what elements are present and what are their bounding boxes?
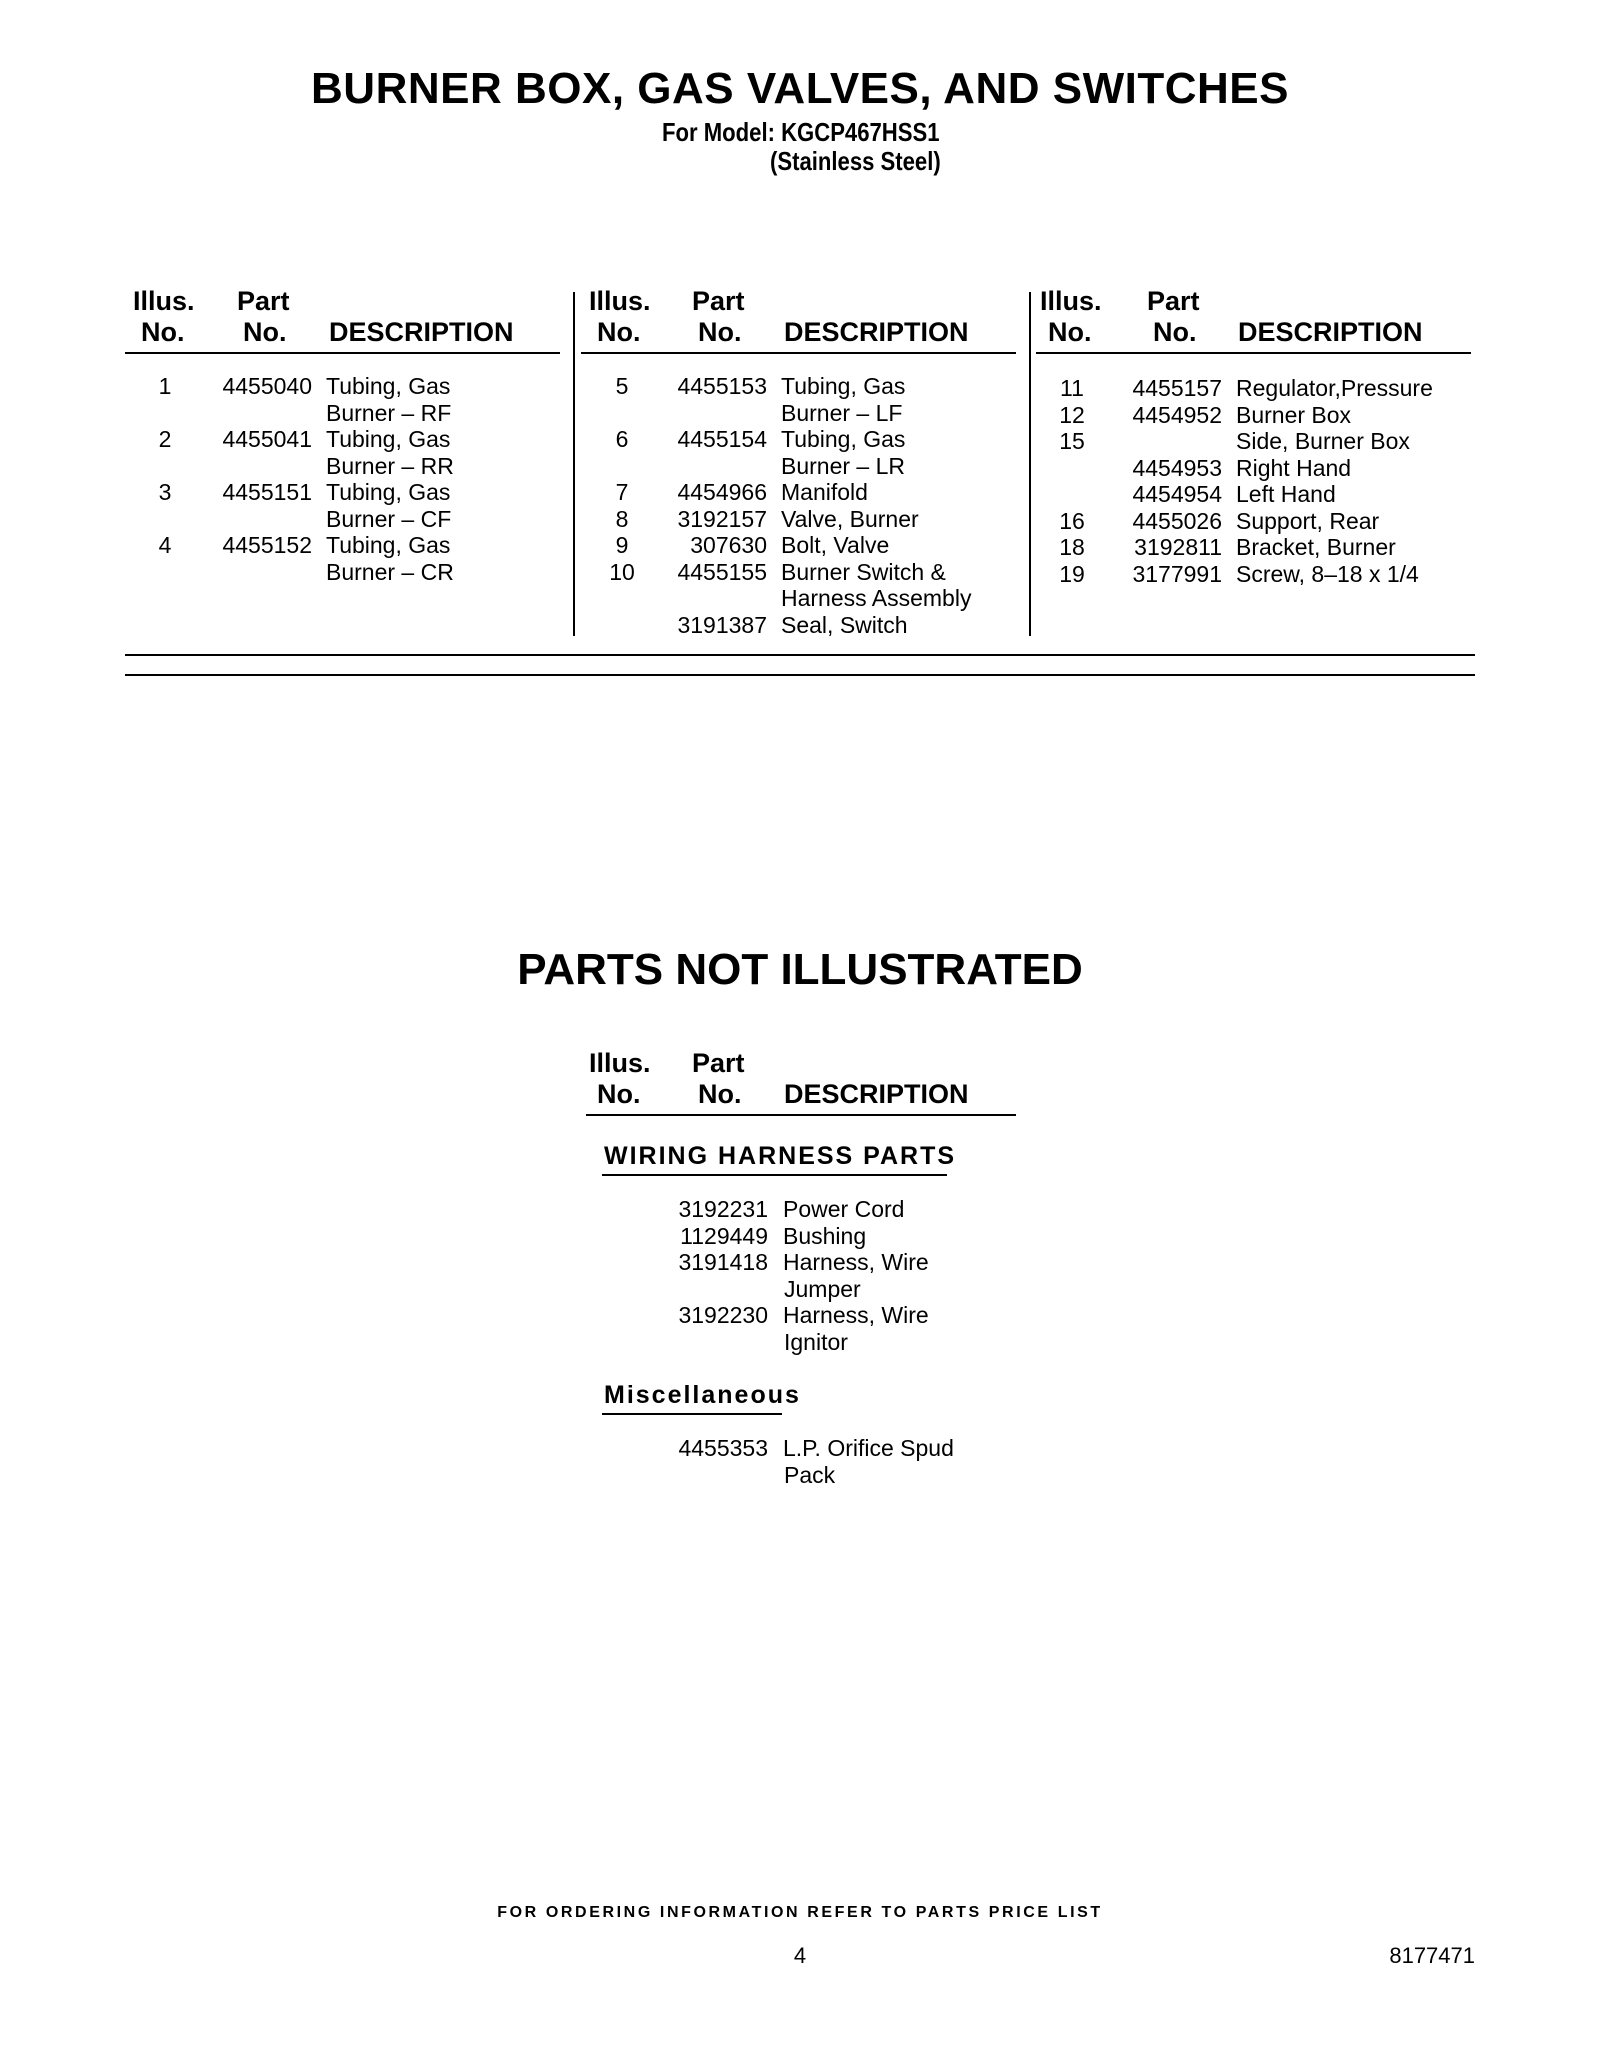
- illus-number: 1: [158, 373, 172, 399]
- column-header-part: Part: [692, 286, 745, 316]
- part-description: L.P. Orifice Spud: [783, 1435, 954, 1461]
- part-number: 1129449: [680, 1222, 768, 1249]
- part-description: Burner – CR: [326, 558, 454, 585]
- part-number: 4455152: [222, 532, 312, 558]
- ordering-note: FOR ORDERING INFORMATION REFER TO PARTS PRICE LIST: [497, 1904, 1103, 1921]
- illus-number: 7: [615, 479, 629, 505]
- column-header-description: DESCRIPTION: [1238, 317, 1423, 347]
- illus-number: 4: [158, 532, 172, 558]
- part-description: Burner Switch &: [781, 558, 946, 585]
- column-divider: [573, 292, 575, 636]
- part-description: Manifold: [781, 479, 868, 505]
- column-header-rule: [586, 1114, 1016, 1116]
- part-number: 4455155: [677, 558, 767, 585]
- illus-number: 8: [615, 505, 629, 532]
- column-header-illus: No.: [141, 317, 185, 347]
- part-number: 3191418: [678, 1249, 768, 1275]
- column-header-part: Part: [692, 1048, 745, 1078]
- part-description: Burner – RF: [326, 399, 452, 426]
- part-description: Valve, Burner: [781, 505, 919, 532]
- illus-number: 10: [609, 558, 635, 585]
- part-description: Pack: [784, 1461, 836, 1488]
- model-subtitle: For Model: KGCP467HSS1: [662, 117, 940, 147]
- part-number: 4454954: [1132, 481, 1222, 507]
- column-header-description: DESCRIPTION: [784, 1079, 969, 1109]
- column-header-illus: Illus.: [589, 286, 651, 316]
- illus-number: 2: [158, 426, 172, 452]
- column-header-part: No.: [1153, 317, 1197, 347]
- column-header-part: No.: [698, 1079, 742, 1109]
- part-number: 3192230: [678, 1302, 768, 1328]
- column-header-rule: [581, 352, 1016, 354]
- column-header-illus: No.: [597, 317, 641, 347]
- column-header-illus: No.: [1048, 317, 1092, 347]
- column-header-part: Part: [237, 286, 290, 316]
- illus-number: 15: [1059, 428, 1085, 454]
- part-number: 307630: [690, 532, 767, 558]
- column-header-rule: [1036, 352, 1471, 354]
- column-header-description: DESCRIPTION: [329, 317, 514, 347]
- part-description: Power Cord: [783, 1196, 905, 1222]
- part-description: Regulator,Pressure: [1236, 375, 1433, 401]
- illus-number: 11: [1060, 375, 1084, 401]
- part-description: Ignitor: [784, 1328, 848, 1355]
- column-header-illus: No.: [597, 1079, 641, 1109]
- part-number: 4455353: [678, 1435, 768, 1461]
- part-number: 4455154: [677, 426, 767, 452]
- part-description: Support, Rear: [1236, 507, 1380, 534]
- part-number: 4455157: [1132, 375, 1222, 401]
- column-header-illus: Illus.: [133, 286, 195, 316]
- part-description: Side, Burner Box: [1236, 428, 1410, 454]
- illus-number: 5: [615, 373, 629, 399]
- group-heading: WIRING HARNESS PARTS: [604, 1142, 957, 1170]
- illus-number: 19: [1059, 560, 1085, 587]
- group-heading-rule: [602, 1174, 947, 1176]
- part-description: Burner – LR: [781, 452, 906, 479]
- part-description: Burner – LF: [781, 399, 903, 426]
- part-description: Tubing, Gas: [326, 532, 451, 558]
- column-header-rule: [125, 352, 560, 354]
- column-header-description: DESCRIPTION: [784, 317, 969, 347]
- part-number: 4455151: [222, 479, 312, 505]
- column-header-part: No.: [243, 317, 287, 347]
- part-number: 4455153: [677, 373, 767, 399]
- column-header-illus: Illus.: [1040, 286, 1102, 316]
- group-heading-rule: [602, 1413, 782, 1415]
- illus-number: 6: [615, 426, 629, 452]
- part-description: Seal, Switch: [781, 611, 908, 638]
- part-description: Burner – RR: [326, 452, 454, 479]
- illus-number: 9: [615, 532, 629, 558]
- table-bottom-rule: [125, 674, 1475, 676]
- group-heading: Miscellaneous: [604, 1381, 801, 1409]
- document-number: 8177471: [1389, 1943, 1475, 1968]
- part-number: 4455040: [222, 373, 312, 399]
- column-header-illus: Illus.: [589, 1048, 651, 1078]
- part-description: Burner – CF: [326, 505, 452, 532]
- part-number: 4455041: [222, 426, 312, 452]
- column-header-part: Part: [1147, 286, 1200, 316]
- part-number: 4454966: [677, 479, 767, 505]
- illus-number: 3: [158, 479, 172, 505]
- part-description: Tubing, Gas: [781, 426, 906, 452]
- part-description: Screw, 8–18 x 1/4: [1236, 560, 1419, 587]
- part-description: Bracket, Burner: [1236, 534, 1396, 560]
- part-description: Tubing, Gas: [326, 373, 451, 399]
- part-description: Right Hand: [1236, 454, 1352, 481]
- illus-number: 12: [1059, 401, 1085, 428]
- illus-number: 16: [1059, 507, 1085, 534]
- part-description: Tubing, Gas: [326, 426, 451, 452]
- part-description: Bushing: [783, 1222, 867, 1249]
- part-number: 3177991: [1132, 560, 1222, 587]
- part-number: 3191387: [677, 611, 767, 638]
- section-title: PARTS NOT ILLUSTRATED: [517, 945, 1083, 994]
- table-bottom-rule: [125, 654, 1475, 656]
- part-number: 3192231: [678, 1196, 768, 1222]
- page-number: 4: [793, 1943, 807, 1968]
- illus-number: 18: [1059, 534, 1085, 560]
- part-description: Jumper: [784, 1275, 861, 1302]
- part-description: Harness Assembly: [781, 585, 972, 611]
- part-number: 4454952: [1132, 401, 1222, 428]
- part-description: Bolt, Valve: [781, 532, 890, 558]
- part-description: Harness, Wire: [783, 1249, 929, 1275]
- part-description: Tubing, Gas: [781, 373, 906, 399]
- part-description: Left Hand: [1236, 481, 1336, 507]
- part-number: 3192811: [1134, 534, 1222, 560]
- page-title: BURNER BOX, GAS VALVES, AND SWITCHES: [311, 64, 1289, 113]
- part-number: 4454953: [1132, 454, 1222, 481]
- part-description: Tubing, Gas: [326, 479, 451, 505]
- part-description: Burner Box: [1236, 401, 1352, 428]
- part-description: Harness, Wire: [783, 1302, 929, 1328]
- part-number: 3192157: [677, 505, 767, 532]
- column-header-part: No.: [698, 317, 742, 347]
- finish-subtitle: (Stainless Steel): [770, 146, 941, 176]
- part-number: 4455026: [1132, 507, 1222, 534]
- column-divider: [1029, 292, 1031, 636]
